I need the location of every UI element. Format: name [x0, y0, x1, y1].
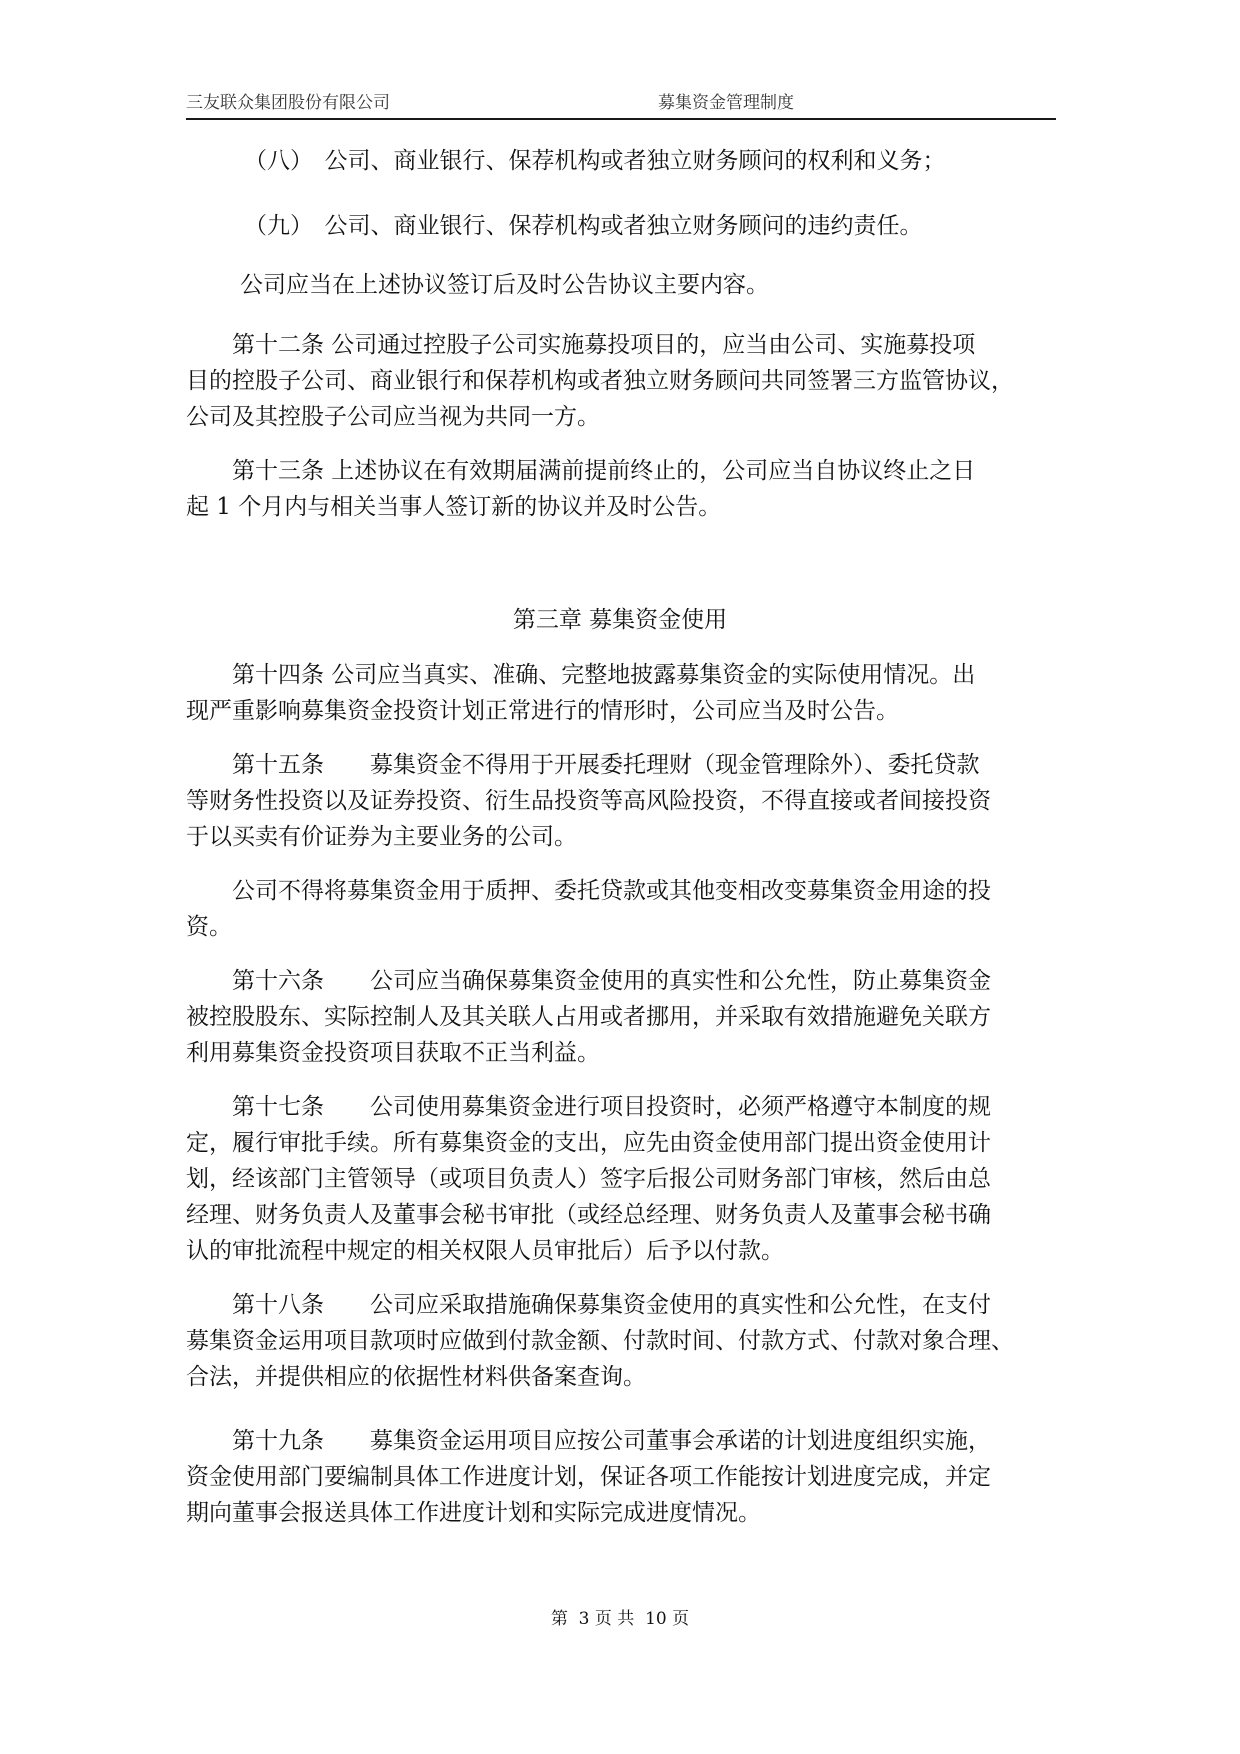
- paragraph-line: 资。: [186, 914, 232, 940]
- article-12-line: 第十二条 公司通过控股子公司实施募投项目的，应当由公司、实施募投项: [232, 332, 976, 358]
- article-19-line: 资金使用部门要编制具体工作进度计划，保证各项工作能按计划进度完成，并定: [186, 1464, 991, 1490]
- clause-item-9: （九） 公司、商业银行、保荐机构或者独立财务顾问的违约责任。: [244, 213, 923, 239]
- article-18-line: 募集资金运用项目款项时应做到付款金额、付款时间、付款方式、付款对象合理、: [186, 1328, 1014, 1354]
- article-17-line: 定，履行审批手续。所有募集资金的支出，应先由资金使用部门提出资金使用计: [186, 1130, 991, 1156]
- article-15-line: 第十五条 募集资金不得用于开展委托理财（现金管理除外）、委托贷款: [232, 752, 980, 778]
- page-footer: [0, 1604, 1240, 1629]
- article-16-line: 利用募集资金投资项目获取不正当利益。: [186, 1040, 600, 1066]
- article-18-line: 第十八条 公司应采取措施确保募集资金使用的真实性和公允性，在支付: [232, 1292, 991, 1318]
- article-15-line: 于以买卖有价证券为主要业务的公司。: [186, 824, 577, 850]
- article-19-line: 第十九条 募集资金运用项目应按公司董事会承诺的计划进度组织实施，: [232, 1428, 991, 1454]
- article-17-line: 认的审批流程中规定的相关权限人员审批后）后予以付款。: [186, 1238, 784, 1264]
- article-17-line: 经理、财务负责人及董事会秘书审批（或经总经理、财务负责人及董事会秘书确: [186, 1202, 991, 1228]
- article-17-line: 第十七条 公司使用募集资金进行项目投资时，必须严格遵守本制度的规: [232, 1094, 991, 1120]
- article-19-line: 期向董事会报送具体工作进度计划和实际完成进度情况。: [186, 1500, 761, 1526]
- header-company: 三友联众集团股份有限公司: [186, 93, 390, 113]
- paragraph-line: 公司不得将募集资金用于质押、委托贷款或其他变相改变募集资金用途的投: [232, 878, 991, 904]
- clause-item-8: （八） 公司、商业银行、保荐机构或者独立财务顾问的权利和义务；: [244, 148, 946, 174]
- article-18-line: 合法，并提供相应的依据性材料供备案查询。: [186, 1364, 646, 1390]
- article-12-line: 公司及其控股子公司应当视为共同一方。: [186, 404, 600, 430]
- article-12-line: 目的控股子公司、商业银行和保荐机构或者独立财务顾问共同签署三方监管协议，: [186, 368, 1014, 394]
- article-16-line: 被控股股东、实际控制人及其关联人占用或者挪用，并采取有效措施避免关联方: [186, 1004, 991, 1030]
- chapter-title: 第三章 募集资金使用: [512, 607, 728, 633]
- article-15-line: 等财务性投资以及证券投资、衍生品投资等高风险投资，不得直接或者间接投资: [186, 788, 991, 814]
- article-13-line: 第十三条 上述协议在有效期届满前提前终止的，公司应当自协议终止之日: [232, 458, 976, 484]
- page-number: 第 3 页 共 10 页: [550, 1609, 690, 1629]
- article-14-line: 现严重影响募集资金投资计划正常进行的情形时，公司应当及时公告。: [186, 698, 899, 724]
- article-16-line: 第十六条 公司应当确保募集资金使用的真实性和公允性，防止募集资金: [232, 968, 991, 994]
- page-header: [186, 86, 1056, 120]
- header-doc-title: 募集资金管理制度: [658, 93, 794, 113]
- article-14-line: 第十四条 公司应当真实、准确、完整地披露募集资金的实际使用情况。出: [232, 662, 976, 688]
- article-13-line: 起 1 个月内与相关当事人签订新的协议并及时公告。: [186, 494, 722, 520]
- article-17-line: 划，经该部门主管领导（或项目负责人）签字后报公司财务部门审核，然后由总: [186, 1166, 991, 1192]
- paragraph-line: 公司应当在上述协议签订后及时公告协议主要内容。: [240, 272, 769, 298]
